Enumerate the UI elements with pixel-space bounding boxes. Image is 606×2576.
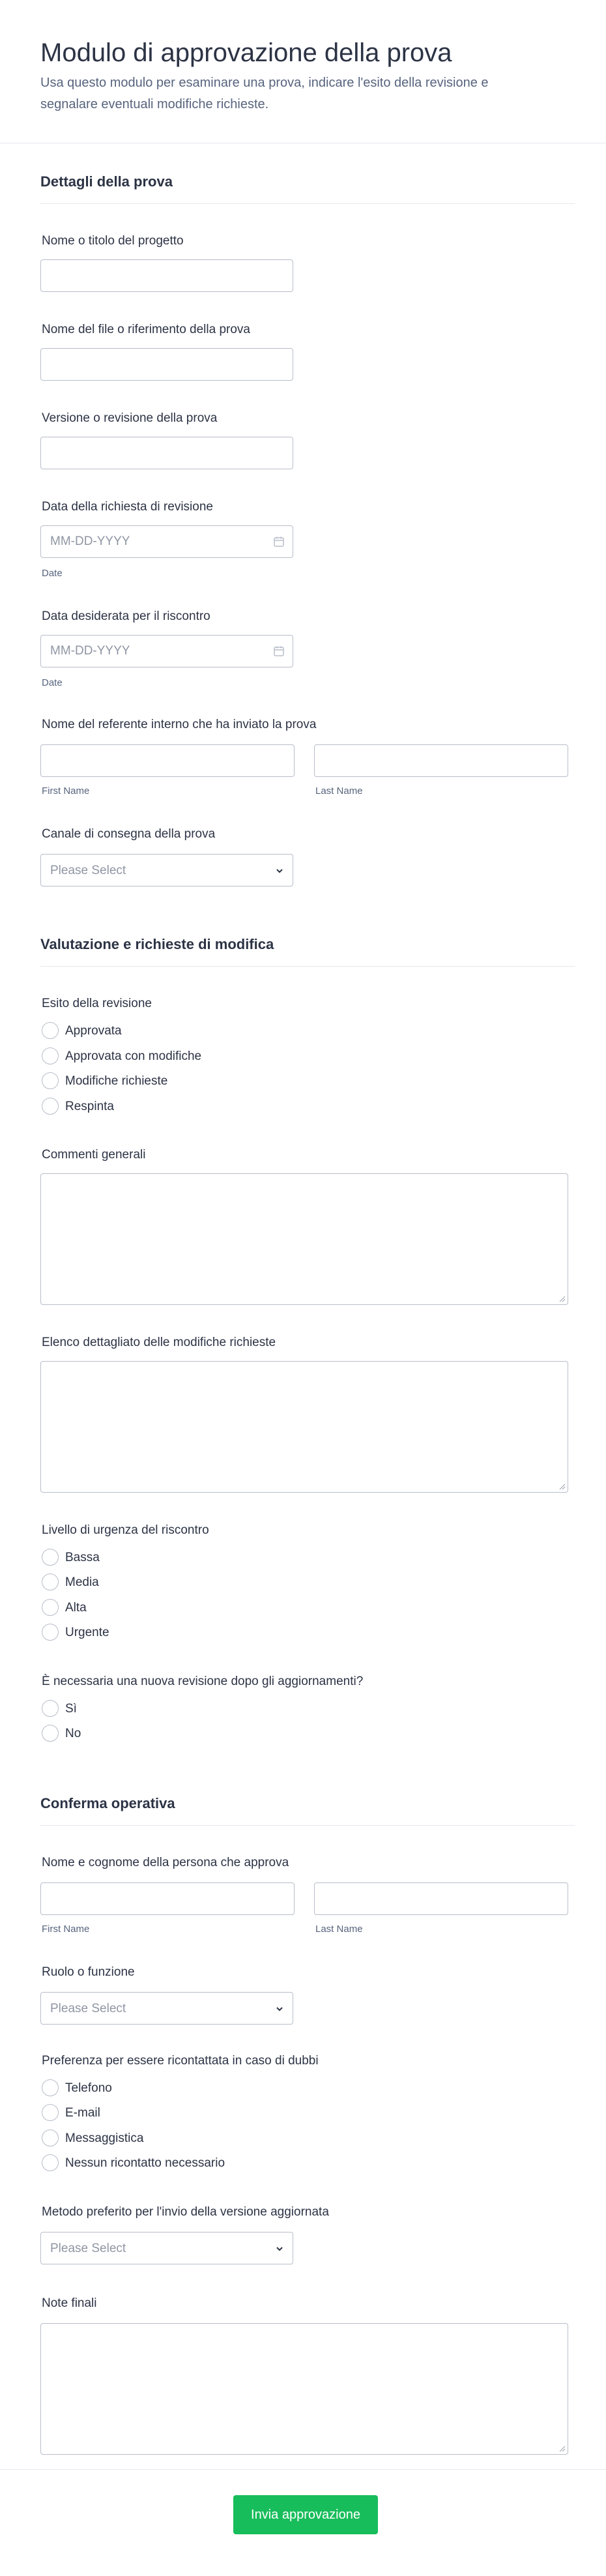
changes-list-textarea[interactable] — [40, 1361, 568, 1493]
new-revision-label: È necessaria una nuova revisione dopo gli aggiornamenti? — [42, 1675, 364, 1688]
changes-list-label: Elenco dettagliato delle modifiche richieste — [42, 1336, 276, 1349]
date-sublabel: Date — [42, 568, 63, 579]
urgency-label: Livello di urgenza del riscontro — [42, 1523, 209, 1537]
referent-label: Nome del referente interno che ha inviato la prova — [42, 718, 317, 731]
resize-handle-icon[interactable] — [558, 1482, 566, 1490]
footer-divider — [0, 2469, 606, 2470]
submit-button[interactable]: Invia approvazione — [233, 2495, 378, 2534]
general-comments-label: Commenti generali — [42, 1148, 146, 1162]
file-name-label: Nome del file o riferimento della prova — [42, 323, 250, 336]
chevron-down-icon — [274, 2004, 285, 2014]
feedback-date-input[interactable] — [40, 635, 293, 667]
radio-circle[interactable] — [42, 1072, 59, 1089]
radio-circle[interactable] — [42, 1022, 59, 1039]
section-title-evaluation: Valutazione e richieste di modifica — [40, 936, 274, 952]
feedback-date-label: Data desiderata per il riscontro — [42, 609, 210, 623]
last-name-sublabel: Last Name — [315, 785, 363, 797]
project-name-input[interactable] — [40, 259, 293, 292]
resize-handle-icon[interactable] — [558, 2444, 566, 2452]
delivery-channel-select[interactable]: Please Select — [40, 854, 293, 886]
radio-circle[interactable] — [42, 1047, 59, 1064]
delivery-channel-label: Canale di consegna della prova — [42, 827, 216, 841]
send-method-label: Metodo preferito per l'invio della versione aggiornata — [42, 2205, 329, 2219]
section-divider — [40, 966, 575, 967]
last-name-sublabel: Last Name — [315, 1924, 363, 1935]
send-method-select[interactable]: Please Select — [40, 2232, 293, 2264]
version-label: Versione o revisione della prova — [42, 411, 218, 425]
page-title: Modulo di approvazione della prova — [40, 38, 452, 67]
radio-circle[interactable] — [42, 1549, 59, 1566]
radio-circle[interactable] — [42, 1725, 59, 1742]
file-name-input[interactable] — [40, 348, 293, 381]
date-sublabel: Date — [42, 677, 63, 688]
radio-circle[interactable] — [42, 2104, 59, 2121]
radio-circle[interactable] — [42, 2130, 59, 2146]
final-notes-label: Note finali — [42, 2296, 97, 2310]
general-comments-textarea[interactable] — [40, 1173, 568, 1305]
approver-name-label: Nome e cognome della persona che approva — [42, 1856, 289, 1869]
version-input[interactable] — [40, 437, 293, 469]
calendar-icon[interactable] — [273, 645, 285, 657]
approver-last-name-input[interactable] — [314, 1882, 568, 1915]
radio-circle[interactable] — [42, 1599, 59, 1616]
approver-first-name-input[interactable] — [40, 1882, 295, 1915]
referent-first-name-input[interactable] — [40, 744, 295, 777]
project-name-label: Nome o titolo del progetto — [42, 234, 184, 248]
review-date-input[interactable] — [40, 525, 293, 558]
radio-circle[interactable] — [42, 1098, 59, 1115]
radio-circle[interactable] — [42, 1573, 59, 1590]
review-outcome-label: Esito della revisione — [42, 997, 152, 1010]
final-notes-textarea[interactable] — [40, 2323, 568, 2455]
role-label: Ruolo o funzione — [42, 1965, 135, 1979]
radio-circle[interactable] — [42, 2079, 59, 2096]
section-divider — [40, 1825, 575, 1826]
chevron-down-icon — [274, 2244, 285, 2254]
resize-handle-icon[interactable] — [558, 1295, 566, 1302]
contact-pref-label: Preferenza per essere ricontattata in caso di dubbi — [42, 2054, 319, 2068]
section-title-confirmation: Conferma operativa — [40, 1795, 175, 1811]
first-name-sublabel: First Name — [42, 1924, 90, 1935]
form-description: Usa questo modulo per esaminare una prova, indicare l'esito della revisione e segnalare eventuali modifiche richieste. — [40, 76, 489, 111]
form-header — [0, 0, 606, 143]
role-select[interactable]: Please Select — [40, 1992, 293, 2025]
chevron-down-icon — [274, 866, 285, 876]
first-name-sublabel: First Name — [42, 785, 90, 797]
radio-circle[interactable] — [42, 2154, 59, 2171]
radio-circle[interactable] — [42, 1700, 59, 1717]
section-title-details: Dettagli della prova — [40, 173, 173, 190]
section-divider — [40, 203, 575, 204]
radio-circle[interactable] — [42, 1624, 59, 1641]
referent-last-name-input[interactable] — [314, 744, 568, 777]
form-page: Modulo di approvazione della prova Usa questo modulo per esaminare una prova, indicare l'esito della revisione e segnalare eventuali modifiche richieste. Dettagli della prova Nome o titolo del progetto Nome del file o riferimento della prova Versione o revisione della prova Data della richiesta di revisione MM-DD-YYYY Date Data desiderata per il riscontro MM-DD-YYYY Date Nome del referente interno che ha inviato la prova First Name Last Name Canale di consegna della prova Please Select Valutazione e richieste di modifica Esito della revisione Approvata Approvata con modifiche Modifiche richieste Respinta Commenti generali Elenco dettagliato delle modifiche richieste Livello di urgenza del riscontro Bassa Media Alta Urgente È necessaria una nuova revisione dopo gli aggiornamenti? Sì No Conferma operativa Nome e cognome della persona che approva First Name Last Name Ruolo o funzione Please Select Preferenza per essere ricontattata in caso di dubbi Telefono E-mail Messaggistica Nessun ricontatto necessario Metodo preferito per l'invio della versione aggiornata Please Select Note finali Invia approvazione — [0, 0, 606, 2576]
calendar-icon[interactable] — [273, 536, 285, 548]
review-date-label: Data della richiesta di revisione — [42, 500, 213, 514]
